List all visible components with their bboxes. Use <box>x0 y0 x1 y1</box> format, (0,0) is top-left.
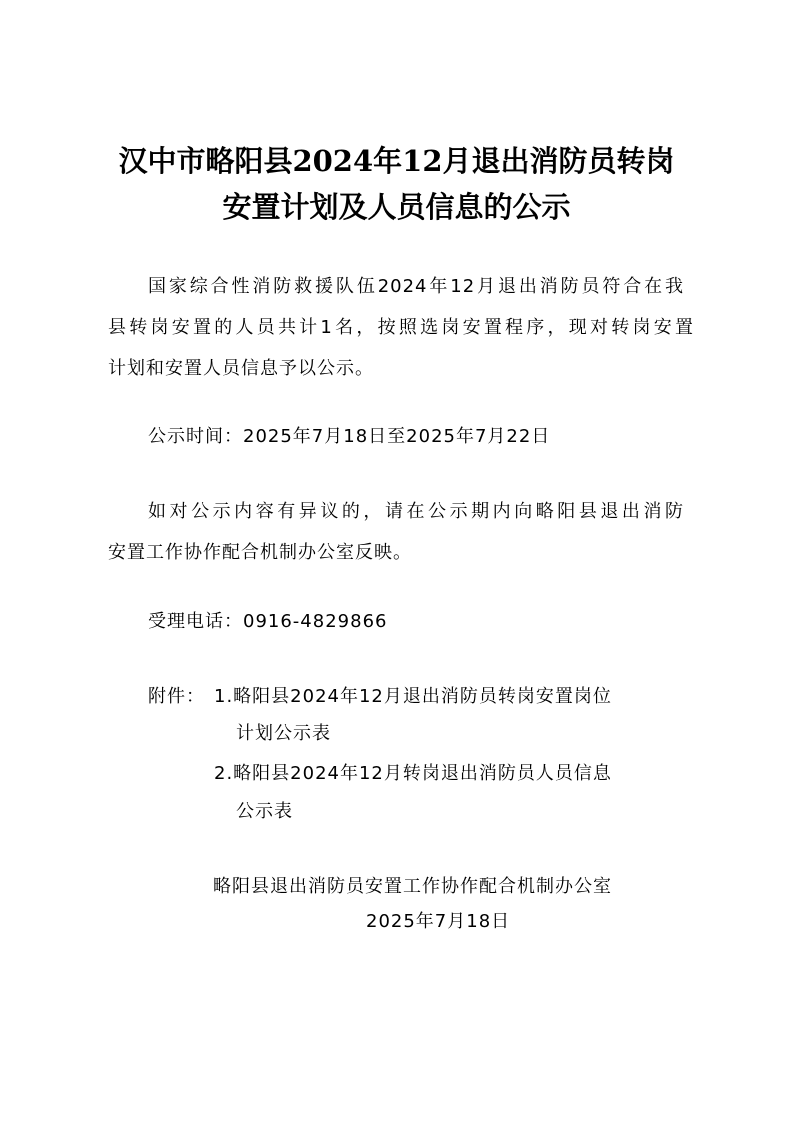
document-title-line-2: 安置计划及人员信息的公示 <box>222 190 571 224</box>
attachment-2-line-1: 2.略阳县2024年12月转岗退出消防员人员信息 <box>214 763 612 784</box>
objection-line-2: 安置工作协作配合机制办公室反映。 <box>108 542 412 563</box>
signature-office: 略阳县退出消防员安置工作协作配合机制办公室 <box>213 876 612 897</box>
attachment-2-line-2: 公示表 <box>236 801 293 822</box>
attachment-1-line-2: 计划公示表 <box>236 723 331 744</box>
document-title-line-1: 汉中市略阳县2024年12月退出消防员转岗 <box>118 144 675 178</box>
intro-line-2: 县转岗安置的人员共计1名，按照选岗安置程序，现对转岗安置 <box>108 317 694 338</box>
intro-line-1: 国家综合性消防救援队伍2024年12月退出消防员符合在我 <box>148 276 684 297</box>
notice-period: 公示时间：2025年7月18日至2025年7月22日 <box>148 426 551 447</box>
attachment-1-line-1: 1.略阳县2024年12月退出消防员转岗安置岗位 <box>214 686 612 707</box>
objection-line-1: 如对公示内容有异议的，请在公示期内向略阳县退出消防 <box>148 501 684 522</box>
contact-phone: 受理电话：0916-4829866 <box>148 611 388 632</box>
intro-line-3: 计划和安置人员信息予以公示。 <box>108 358 374 379</box>
attachments-label: 附件： <box>148 686 205 707</box>
signature-date: 2025年7月18日 <box>366 911 511 932</box>
